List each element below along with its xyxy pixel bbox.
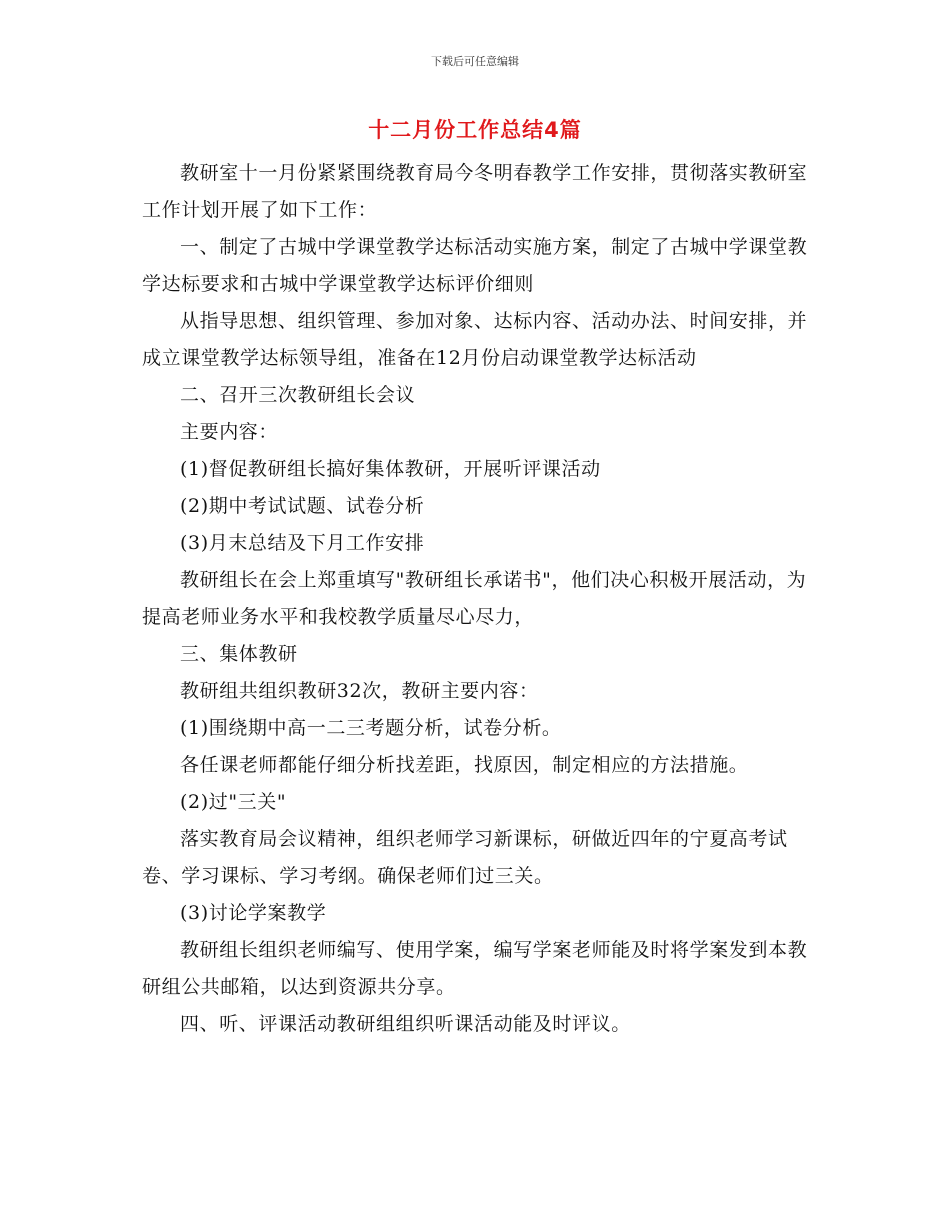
paragraph: 从指导思想、组织管理、参加对象、达标内容、活动办法、时间安排，并成立课堂教学达标领导组，准备在12月份启动课堂教学达标活动 [142,310,808,369]
paragraph: (1)督促教研组长搞好集体教研，开展听评课活动 [180,458,601,480]
paragraph: (2)过"三关" [180,791,287,813]
paragraph: (1)围绕期中高一二三考题分析，试卷分析。 [180,717,562,739]
paragraph: 落实教育局会议精神，组织老师学习新课标，研做近四年的宁夏高考试卷、学习课标、学习考纲。确保老师们过三关。 [142,828,788,887]
paragraph: 三、集体教研 [180,643,298,665]
paragraph: 教研室十一月份紧紧围绕教育局今冬明春教学工作安排，贯彻落实教研室工作计划开展了如下工作： [142,162,808,221]
paragraph: 四、听、评课活动教研组组织听课活动能及时评议。 [180,1013,631,1035]
paragraph: 教研组共组织教研32次，教研主要内容： [180,680,539,702]
paragraph: 教研组长在会上郑重填写"教研组长承诺书"，他们决心积极开展活动，为提高老师业务水平和我校教学质量尽心尽力， [142,569,807,628]
document-title: 十二月份工作总结4篇 [368,118,582,142]
document-body [142,155,812,1043]
header-note: 下载后可任意编辑 [431,55,519,68]
paragraph: 一、制定了古城中学课堂教学达标活动实施方案，制定了古城中学课堂教学达标要求和古城中学课堂教学达标评价细则 [142,236,808,295]
paragraph: 主要内容： [180,421,279,443]
paragraph: (2)期中考试试题、试卷分析 [180,495,425,517]
paragraph: (3)月末总结及下月工作安排 [180,532,425,554]
paragraph: 教研组长组织老师编写、使用学案，编写学案老师能及时将学案发到本教研组公共邮箱，以达到资源共分享。 [142,939,808,998]
paragraph: 二、召开三次教研组长会议 [180,384,416,406]
paragraph: 各任课老师都能仔细分析找差距，找原因，制定相应的方法措施。 [180,754,749,776]
paragraph: (3)讨论学案教学 [180,902,327,924]
